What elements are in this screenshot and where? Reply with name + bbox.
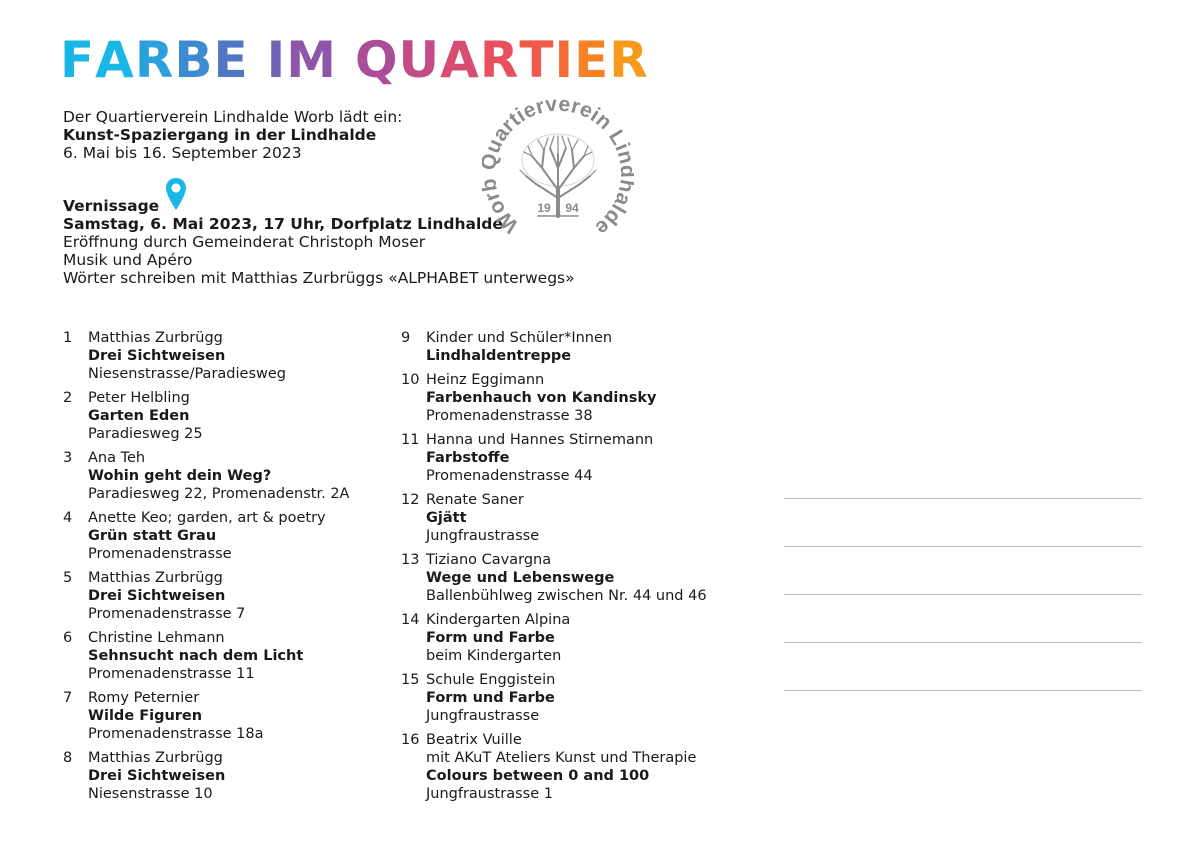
artwork-entry	[401, 731, 707, 803]
entry-work-title: Farbenhauch von Kandinsky	[426, 390, 657, 406]
entry-work-title: Wilde Figuren	[88, 708, 203, 724]
entry-artist: Kindergarten Alpina	[426, 612, 571, 628]
entry-artist: Beatrix Vuille	[426, 732, 522, 748]
entry-number: 10	[401, 372, 420, 388]
artwork-entry	[401, 371, 707, 425]
entry-number: 6	[63, 630, 73, 646]
entry-work-title: Wege und Lebenswege	[426, 570, 615, 586]
address-lines	[784, 498, 1142, 738]
entry-number: 7	[63, 690, 73, 706]
artwork-entry	[401, 329, 707, 365]
entry-work-title: Gjätt	[426, 510, 467, 526]
entry-location: Jungfraustrasse 1	[426, 786, 553, 802]
vernissage-music: Musik und Apéro	[63, 251, 193, 270]
entry-artist: Matthias Zurbrügg	[88, 570, 223, 586]
title-letter: T	[519, 31, 555, 89]
entry-artist: Kinder und Schüler*Innen	[426, 330, 613, 346]
entry-work-title: Wohin geht dein Weg?	[88, 468, 272, 484]
title-letter: M	[286, 31, 338, 89]
entry-artist: Ana Teh	[88, 450, 146, 466]
entry-artist: Heinz Eggimann	[426, 372, 545, 388]
entry-artist: Schule Enggistein	[426, 672, 556, 688]
entry-work-title: Drei Sichtweisen	[88, 588, 226, 604]
vernissage-date-place: Samstag, 6. Mai 2023, 17 Uhr, Dorfplatz Lindhalde	[63, 214, 503, 233]
artwork-entry	[63, 389, 349, 443]
tree-icon	[520, 134, 596, 216]
entry-work-title: Lindhaldentreppe	[426, 348, 572, 364]
entry-location: Promenadenstrasse 11	[88, 666, 255, 682]
title-letter: U	[398, 31, 441, 89]
title-letter: A	[95, 31, 135, 89]
vernissage-heading: Vernissage	[63, 196, 160, 215]
entry-location: Jungfraustrasse	[426, 528, 540, 544]
entry-work-title: Drei Sichtweisen	[88, 348, 226, 364]
intro-invitation: Der Quartierverein Lindhalde Worb lädt ein:	[63, 108, 403, 126]
vernissage-opening: Eröffnung durch Gemeinderat Christoph Moser	[63, 233, 426, 252]
title-letter: A	[440, 31, 480, 89]
seal-year-right: 94	[565, 201, 579, 215]
entry-location: Promenadenstrasse 38	[426, 408, 593, 424]
seal-year-left: 19	[537, 201, 551, 215]
location-pin-icon	[165, 177, 187, 215]
entry-artist: Christine Lehmann	[88, 630, 225, 646]
artwork-entry	[401, 611, 707, 665]
artwork-entry	[63, 569, 349, 623]
entry-number: 5	[63, 570, 73, 586]
entry-work-title: Colours between 0 and 100	[426, 768, 650, 784]
address-line	[784, 594, 1142, 595]
entry-collaborator: mit AKuT Ateliers Kunst und Therapie	[426, 750, 697, 766]
entry-number: 4	[63, 510, 73, 526]
artwork-entry	[401, 431, 707, 485]
entry-number: 12	[401, 492, 420, 508]
event-dates: 6. Mai bis 16. September 2023	[63, 144, 302, 163]
entry-work-title: Drei Sichtweisen	[88, 768, 226, 784]
title-letter: Q	[355, 31, 399, 89]
entry-number: 1	[63, 330, 73, 346]
artwork-list-left	[63, 329, 349, 809]
event-title: Kunst-Spaziergang in der Lindhalde	[63, 126, 377, 145]
title-letter: R	[134, 31, 175, 89]
entry-location: Niesenstrasse/Paradiesweg	[88, 366, 286, 382]
entry-work-title: Sehnsucht nach dem Licht	[88, 648, 304, 664]
entry-artist: Matthias Zurbrügg	[88, 330, 223, 346]
entry-number: 14	[401, 612, 420, 628]
entry-number: 2	[63, 390, 73, 406]
artwork-entry	[63, 689, 349, 743]
entry-number: 11	[401, 432, 420, 448]
entry-location: Ballenbühlweg zwischen Nr. 44 und 46	[426, 588, 707, 604]
entry-location: Paradiesweg 22, Promenadenstr. 2A	[88, 486, 350, 502]
entry-number: 3	[63, 450, 73, 466]
seal-ring-text: Wor uartierverein Li alde	[482, 98, 634, 240]
entry-artist: Hanna und Hannes Stirnemann	[426, 432, 654, 448]
entry-artist: Matthias Zurbrügg	[88, 750, 223, 766]
entry-artist: Tiziano Cavargna	[426, 552, 552, 568]
page-title	[60, 30, 649, 90]
entry-work-title: Farbstoffe	[426, 450, 510, 466]
entry-number: 16	[401, 732, 420, 748]
artwork-list-right	[401, 329, 707, 809]
entry-number: 8	[63, 750, 73, 766]
title-letter: B	[174, 31, 214, 89]
entry-location: Niesenstrasse 10	[88, 786, 213, 802]
artwork-entry	[401, 491, 707, 545]
title-letter: I	[266, 31, 287, 89]
artwork-entry	[63, 509, 349, 563]
title-letter: E	[213, 31, 249, 89]
entry-work-title: Form und Farbe	[426, 690, 555, 706]
title-letter: I	[554, 31, 575, 89]
association-seal	[482, 98, 634, 250]
entry-location: Jungfraustrasse	[426, 708, 540, 724]
artwork-entry	[63, 749, 349, 803]
address-line	[784, 498, 1142, 499]
title-letter: F	[60, 31, 96, 89]
entry-work-title: Grün statt Grau	[88, 528, 217, 544]
artwork-entry	[63, 629, 349, 683]
entry-work-title: Form und Farbe	[426, 630, 555, 646]
entry-number: 15	[401, 672, 420, 688]
entry-location: Promenadenstrasse	[88, 546, 232, 562]
entry-number: 9	[401, 330, 411, 346]
entry-artist: Renate Saner	[426, 492, 524, 508]
vernissage-words: Wörter schreiben mit Matthias Zurbrüggs «ALPHABET unterwegs»	[63, 269, 575, 288]
address-line	[784, 642, 1142, 643]
entry-location: beim Kindergarten	[426, 648, 562, 664]
title-letter: R	[479, 31, 520, 89]
address-line	[784, 546, 1142, 547]
artwork-entry	[63, 329, 349, 383]
address-line	[784, 690, 1142, 691]
entry-location: Promenadenstrasse 18a	[88, 726, 264, 742]
entry-location: Promenadenstrasse 44	[426, 468, 593, 484]
entry-location: Promenadenstrasse 7	[88, 606, 246, 622]
artwork-entry	[63, 449, 349, 503]
title-letter: R	[609, 31, 649, 89]
title-letter: E	[574, 31, 610, 89]
entry-work-title: Garten Eden	[88, 408, 190, 424]
entry-artist: Peter Helbling	[88, 390, 190, 406]
artwork-entry	[401, 551, 707, 605]
entry-number: 13	[401, 552, 420, 568]
entry-artist: Romy Peternier	[88, 690, 200, 706]
entry-location: Paradiesweg 25	[88, 426, 203, 442]
artwork-entry	[401, 671, 707, 725]
entry-artist: Anette Keo; garden, art & poetry	[88, 510, 326, 526]
